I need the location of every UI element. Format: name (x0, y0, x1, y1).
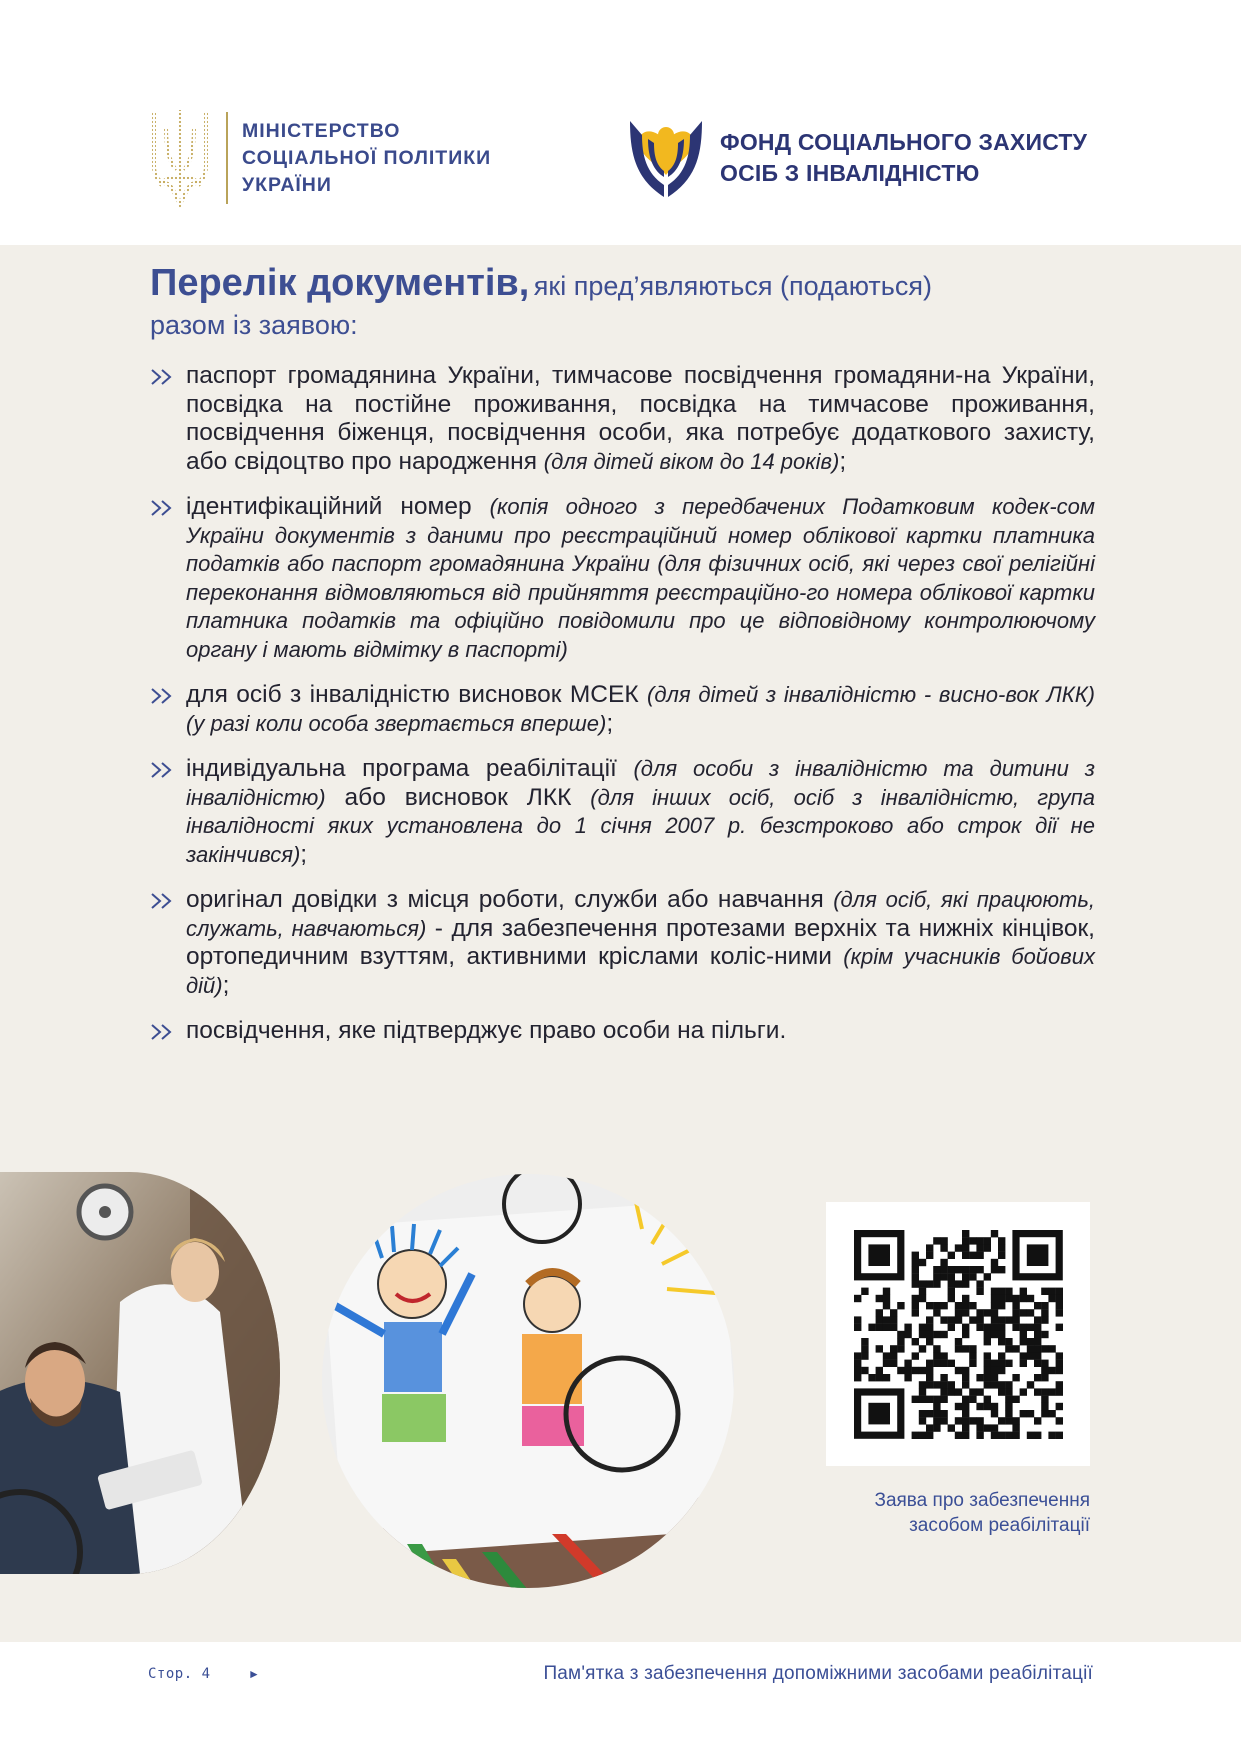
trident-icon (146, 108, 214, 208)
list-item: для осіб з інвалідністю висновок МСЕК (для дітей з інвалідністю - висно-вок ЛКК) (у разі коли особа звертається вперше); (150, 681, 1095, 738)
footer (0, 1642, 1241, 1754)
chevron-double-right-icon (150, 368, 174, 386)
arrow-right-icon: ► (248, 1667, 260, 1681)
fund-name: ФОНД СОЦІАЛЬНОГО ЗАХИСТУ ОСІБ З ІНВАЛІДНІСТЮ (720, 129, 1088, 186)
chevron-double-right-icon (150, 1023, 174, 1041)
ministry-name: МІНІСТЕРСТВО СОЦІАЛЬНОЇ ПОЛІТИКИ УКРАЇНИ (242, 119, 492, 196)
list-item: індивідуальна програма реабілітації (для особи з інвалідністю та дитини з інвалідністю) або висновок ЛКК (для інших осіб, осіб з інвалідністю, група інвалідності яких установлена до 1 січня 2007 р. безстроково або строк дії не закінчився); (150, 755, 1095, 869)
qr-code-pattern (826, 1202, 1090, 1466)
chevron-double-right-icon (150, 761, 174, 779)
page-title: Перелік документів, які пред’являються (подаються) разом із заявою: (150, 262, 932, 340)
page-number: Стор. 4 (148, 1666, 211, 1682)
list-item: паспорт громадянина України, тимчасове посвідчення громадяни-на України, посвідка на постійне проживання, посвідка на тимчасове проживання, посвідчення біженця, посвідчення особи, яка потребує додаткового захисту, або свідоцтво про народження (для дітей віком до 14 років); (150, 362, 1095, 476)
photo-child-drawing (322, 1174, 734, 1588)
ministry-logo (146, 108, 491, 208)
chevron-double-right-icon (150, 499, 174, 517)
documents-list (150, 362, 1095, 1063)
qr-code[interactable] (826, 1202, 1090, 1466)
header (0, 0, 1241, 245)
list-item: ідентифікаційний номер (копія одного з передбачених Податковим кодек-сом України документів з даними про реєстраційний номер облікової картки платника податків або паспорт громадянина України (для фізичних осіб, які через свої релігійні переконання відмовляються від прийняття реєстраційно-го номера облікової картки платника податків та офіційно повідомили про це відповідному контролюючому органу і мають відмітку в паспорті) (150, 493, 1095, 664)
qr-caption: Заява про забезпечення засобом реабілітації (874, 1490, 1090, 1536)
chevron-double-right-icon (150, 892, 174, 910)
list-item: посвідчення, яке підтверджує право особи на пільги. (150, 1017, 1095, 1046)
chevron-double-right-icon (150, 687, 174, 705)
list-item: оригінал довідки з місця роботи, служби або навчання (для осіб, які працюють, служать, навчаються) - для забезпечення протезами верхніх та нижніх кінцівок, ортопедичним взуттям, активними кріслами коліс-ними (крім учасників бойових дій); (150, 886, 1095, 1000)
hands-heart-icon (626, 115, 706, 201)
fund-logo (626, 115, 1087, 201)
footer-title: Пам'ятка з забезпечення допоміжними засобами реабілітації (543, 1663, 1093, 1684)
divider-line (226, 112, 228, 204)
